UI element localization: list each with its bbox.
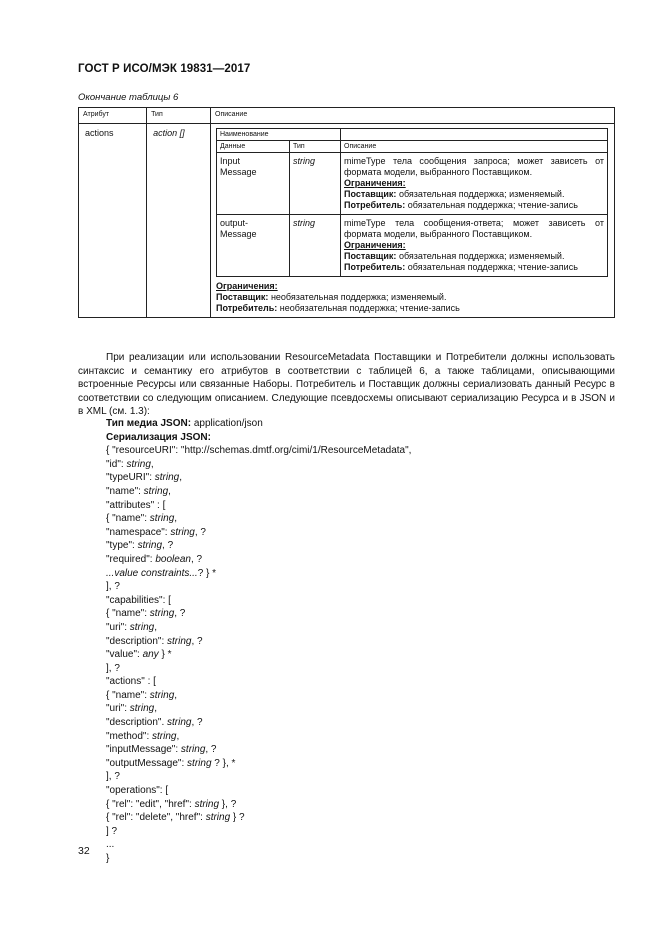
code-line — [106, 553, 411, 567]
code-line — [106, 594, 411, 608]
code-token: , — [168, 485, 171, 497]
provider-text: необязательная поддержка; изменяемый. — [268, 292, 447, 302]
consumer-line — [216, 303, 608, 314]
limits-label: Ограничения: — [216, 281, 278, 291]
consumer-label: Потребитель: — [216, 303, 278, 313]
code-type-token: string — [170, 526, 195, 538]
provider-line — [344, 251, 604, 262]
consumer-text: обязательная поддержка; чтение-запись — [405, 262, 578, 272]
code-token: "inputMessage": — [106, 744, 181, 756]
provider-text: обязательная поддержка; изменяемый. — [396, 189, 565, 199]
media-type-label: Тип медиа JSON: — [106, 418, 192, 429]
code-line — [106, 499, 411, 513]
code-type-token: string — [126, 458, 151, 470]
code-line — [106, 702, 411, 716]
limits-label: Ограничения: — [344, 178, 406, 188]
code-token: ], ? — [106, 581, 120, 593]
code-type-token: string — [137, 540, 163, 552]
code-token: "capabilities": [ — [106, 594, 171, 606]
code-type-token: string — [143, 485, 169, 497]
code-token: } ? — [230, 812, 245, 824]
code-line — [106, 635, 411, 649]
code-token: ? }, * — [211, 757, 236, 769]
code-token: , — [174, 513, 178, 525]
code-type-token: string — [129, 703, 155, 715]
nested-name-value — [341, 129, 608, 141]
code-line — [106, 485, 411, 499]
code-line — [106, 784, 411, 798]
code-type-token: string — [180, 744, 206, 756]
cell-description — [211, 124, 615, 318]
nested-header-data: Данные — [217, 141, 290, 153]
code-line — [106, 512, 411, 526]
consumer-text: необязательная поддержка; чтение-запись — [277, 303, 460, 313]
code-token: , — [150, 458, 154, 470]
code-line — [106, 607, 411, 621]
code-token: { "resourceURI": "http://schemas.dmtf.org/cimi/1/ResourceMetadata", — [106, 445, 412, 457]
code-token: { "rel": "delete", "href": — [106, 812, 206, 824]
attributes-table — [78, 107, 615, 318]
cell-attribute: actions — [79, 124, 147, 318]
code-type-token: string — [149, 608, 175, 620]
code-line — [106, 689, 411, 703]
code-token: "uri": — [106, 703, 130, 715]
provider-line — [344, 189, 604, 200]
data-line: Message — [220, 167, 257, 177]
serialization-title: Сериализация JSON: — [106, 431, 211, 443]
code-token: , ? — [162, 540, 174, 552]
code-token: ? } * — [197, 567, 217, 579]
nested-header-row — [217, 141, 608, 153]
code-token: , — [174, 689, 178, 701]
code-token: "id": — [106, 458, 127, 470]
code-line — [106, 458, 411, 472]
limits-label: Ограничения: — [344, 240, 406, 250]
nested-header-type: Тип — [290, 141, 341, 153]
page-number: 32 — [78, 845, 90, 857]
nested-cell-type: string — [290, 153, 341, 215]
code-line — [106, 825, 411, 839]
code-type-token: string — [187, 757, 212, 769]
code-type-token: string — [149, 689, 175, 701]
code-line — [106, 539, 411, 553]
code-token: { "rel": "edit", "href": — [106, 798, 195, 810]
table-header-row — [79, 108, 615, 124]
cell-type: action [] — [147, 124, 211, 318]
nested-row-output-message — [217, 215, 608, 277]
code-token: }, ? — [219, 798, 237, 810]
code-lines — [106, 444, 411, 865]
code-token: } — [106, 853, 110, 864]
consumer-line — [344, 200, 604, 211]
code-line — [106, 526, 411, 540]
document-header: ГОСТ Р ИСО/МЭК 19831—2017 — [78, 63, 251, 75]
code-token: , ? — [205, 744, 217, 756]
code-line — [106, 730, 411, 744]
code-line — [106, 743, 411, 757]
code-token: "method": — [106, 730, 153, 742]
provider-line — [216, 292, 608, 303]
code-line — [106, 798, 411, 812]
media-type-value: application/json — [191, 418, 263, 429]
code-token: "description". — [106, 717, 168, 729]
data-line: output- — [220, 218, 249, 228]
code-token: "typeURI": — [106, 472, 155, 484]
json-pseudoschema — [106, 417, 411, 866]
code-line — [106, 675, 411, 689]
code-type-token: string — [167, 717, 192, 729]
nested-row-input-message — [217, 153, 608, 215]
code-token: ... — [106, 839, 115, 851]
code-token: { "name": — [106, 608, 150, 620]
code-token: , — [176, 730, 180, 742]
code-type-token: ...value constraints... — [106, 567, 198, 579]
code-line — [106, 567, 411, 581]
description-text: mimeType тела сообщения запроса; может зависеть от формата модели, выбранного Поставщиком. — [344, 156, 604, 177]
code-type-token: string — [154, 472, 180, 484]
code-token: "type": — [106, 540, 138, 552]
nested-table — [216, 128, 608, 277]
code-line — [106, 648, 411, 662]
code-line — [106, 444, 411, 458]
code-token: "value": — [106, 649, 143, 661]
code-token: , — [154, 621, 158, 633]
code-token: { "name": — [106, 513, 150, 525]
code-token: ], ? — [106, 662, 120, 674]
code-token: "uri": — [106, 621, 130, 633]
provider-label: Поставщик: — [344, 189, 397, 199]
consumer-label: Потребитель: — [344, 200, 406, 210]
code-token: , ? — [191, 717, 203, 729]
description-text: mimeType тела сообщения-ответа; может зависеть от формата модели, выбранного Поставщиком. — [344, 218, 604, 239]
code-line — [106, 621, 411, 635]
nested-cell-data — [217, 153, 290, 215]
code-line — [106, 716, 411, 730]
header-description: Описание — [211, 108, 615, 124]
code-token: "attributes" : [ — [106, 499, 166, 511]
code-type-token: string — [167, 635, 192, 647]
code-token: "name": — [106, 485, 144, 497]
nested-cell-data — [217, 215, 290, 277]
table-row — [79, 124, 615, 318]
provider-label: Поставщик: — [344, 251, 397, 261]
code-token: , ? — [191, 635, 203, 647]
code-token: "actions" : [ — [106, 676, 156, 688]
code-token: "namespace": — [106, 526, 171, 538]
nested-name-header: Наименование — [217, 129, 341, 141]
nested-cell-description — [341, 153, 608, 215]
code-token: , ? — [190, 553, 203, 565]
code-token: ], ? — [106, 771, 120, 783]
code-token: "outputMessage": — [106, 757, 188, 769]
code-type-token: string — [152, 730, 177, 742]
code-line — [106, 770, 411, 784]
code-line — [106, 838, 411, 852]
header-attribute: Атрибут — [79, 108, 147, 124]
body-paragraph: При реализации или использовании ResourceMetadata Поставщики и Потребители должны использовать синтаксис и семантику его атрибутов в соответствии с таблицей 6, а также таблицами, описывающими встроенные Ресурсы или связанные Наборы. Потребитель и Поставщик должны сериализовать данный Ресурс в соответствии со следующим описанием. Следующие псевдосхемы описывают сериализацию Ресурса и в JSON и в XML (см. 1.3): — [78, 352, 615, 418]
table-caption: Окончание таблицы 6 — [78, 92, 179, 103]
provider-text: обязательная поддержка; изменяемый. — [396, 251, 565, 261]
code-token: } * — [158, 649, 172, 661]
code-line — [106, 757, 411, 771]
header-type: Тип — [147, 108, 211, 124]
code-type-token: string — [149, 513, 175, 525]
code-token: , — [154, 703, 158, 715]
media-type-line — [106, 417, 411, 431]
code-line — [106, 662, 411, 676]
provider-label: Поставщик: — [216, 292, 269, 302]
consumer-line — [344, 262, 604, 273]
code-line — [106, 852, 411, 866]
code-type-token: string — [205, 812, 231, 824]
code-token: { "name": — [106, 689, 150, 701]
nested-header-description: Описание — [341, 141, 608, 153]
code-token: , — [179, 472, 183, 484]
nested-name-row — [217, 129, 608, 141]
data-line: Message — [220, 229, 257, 239]
consumer-label: Потребитель: — [344, 262, 406, 272]
code-line — [106, 471, 411, 485]
code-line — [106, 811, 411, 825]
code-token: "description": — [106, 635, 168, 647]
nested-cell-description — [341, 215, 608, 277]
code-token: , ? — [174, 608, 186, 620]
code-type-token: string — [129, 621, 155, 633]
consumer-text: обязательная поддержка; чтение-запись — [405, 200, 578, 210]
outer-limits-block — [216, 277, 608, 317]
nested-cell-type: string — [290, 215, 341, 277]
code-type-token: string — [194, 798, 220, 810]
code-type-token: boolean — [155, 553, 191, 565]
code-line — [106, 580, 411, 594]
data-line: Input — [220, 156, 241, 166]
code-token: "operations": [ — [106, 785, 169, 797]
code-token: "required": — [106, 553, 156, 565]
code-type-token: any — [142, 649, 159, 661]
code-token: ] ? — [106, 825, 118, 837]
code-token: , ? — [194, 526, 206, 538]
